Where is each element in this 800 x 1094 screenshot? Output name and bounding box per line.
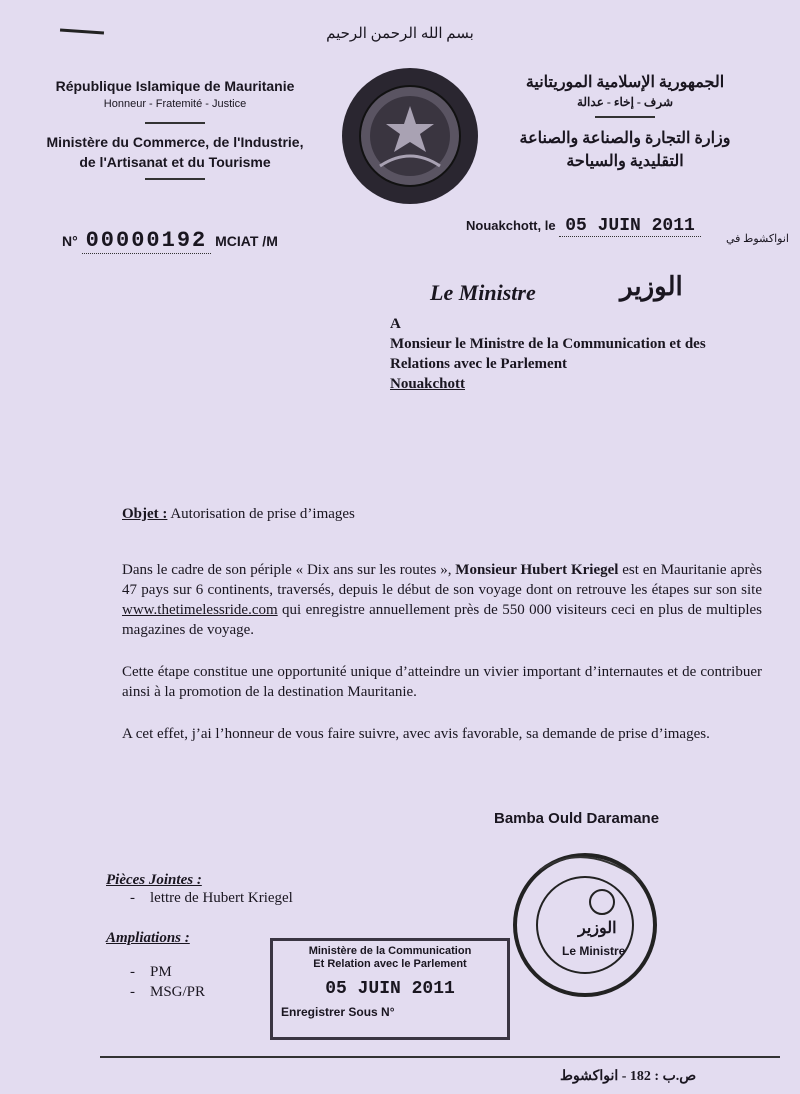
letter-body [122,560,762,766]
website-link[interactable]: www.thetimelessride.com [122,602,278,618]
stamp-line1: Ministère de la Communication [308,945,472,957]
stamp-line3: Enregistrer Sous N° [281,1005,395,1019]
title-ar: الوزير [620,272,683,301]
motto: Honneur - Fratemité - Justice [103,98,247,110]
copies-label: Ampliations : [106,930,190,946]
recipient-line1: Monsieur le Ministre de la Communication et des [390,336,706,352]
copy-item: - MSG/PR [130,984,206,1000]
stamp-date: 05 JUIN 2011 [325,979,455,999]
ministry-seal [510,850,660,1000]
signatory-name: Bamba Ould Daramane [494,810,660,827]
p1-name: Monsieur Hubert Kriegel [455,562,619,578]
p1-end: qui enregistre annuellement près de 550 000 visiteurs ceci en plus de multiples magazines de voyage. [122,602,762,638]
attachments-label: Pièces Jointes : [106,872,202,888]
ar-date-label: انواكشوط في [726,233,789,245]
national-seal-icon [340,66,480,206]
registration-stamp [270,938,510,1040]
recipient-city: Nouakchott [390,376,466,392]
divider [145,178,205,180]
p1-mid: est en Mauritanie après 47 pays sur 6 continents, traversés, depuis le début de son voyage dont on retrouve les étapes sur son site [122,562,762,598]
copies-list [130,962,205,1002]
footer-divider [100,1056,780,1058]
ref-prefix: N° [62,233,78,249]
ministry-name-1: Ministère du Commerce, de l'Industrie, [46,134,304,150]
ref-suffix: MCIAT /M [215,233,278,249]
subject-line [122,506,355,523]
seal-fr: Le Ministre [562,944,626,958]
divider [595,116,655,118]
stamp-line2: Et Relation avec le Parlement [313,958,467,970]
date-value: 05 JUIN 2011 [559,216,701,237]
country-name: République Islamique de Mauritanie [55,78,295,94]
ar-ministry-1: وزارة التجارة والصناعة والصناعة [519,130,731,147]
arabic-header [490,72,760,174]
paragraph-1 [122,560,762,640]
ar-country-name: الجمهورية الإسلامية الموريتانية [525,74,725,91]
recipient-a: A [390,316,401,332]
recipient-line2: Relations avec le Parlement [390,356,568,372]
copy-item: - PM [130,964,172,980]
recipient-block [390,314,706,394]
attachment-item: - lettre de Hubert Kriegel [130,890,293,906]
ref-value: 00000192 [82,228,212,254]
title-fr: Le Ministre [430,280,536,305]
paragraph-3: A cet effet, j’ai l’honneur de vous faire suivre, avec avis favorable, sa demande de prise d’images. [122,726,710,742]
p1-start: Dans le cadre de son périple « Dix ans sur les routes », [122,562,456,578]
ar-motto: شرف - إخاء - عدالة [576,95,674,109]
reference-number [62,228,278,253]
date-place: Nouakchott, le [466,218,556,233]
paragraph-2: Cette étape constitue une opportunité unique d’atteindre un vivier important d’internautes et de contribuer ainsi à la promotion de la destination Mauritanie. [122,664,762,700]
subject-text: Autorisation de prise d’images [170,506,355,522]
footer-address: ص.ب : 182 - انواكشوط [560,1069,697,1084]
seal-ar: الوزير [578,920,617,937]
ar-ministry-2: التقليدية والسياحة [566,153,684,170]
date-line [466,216,701,236]
bismillah: بسم الله الرحمن الرحيم [326,26,474,42]
french-header [40,78,310,180]
subject-label: Objet : [122,506,168,522]
divider [145,122,205,124]
ministry-name-2: de l'Artisanat et du Tourisme [79,154,271,170]
